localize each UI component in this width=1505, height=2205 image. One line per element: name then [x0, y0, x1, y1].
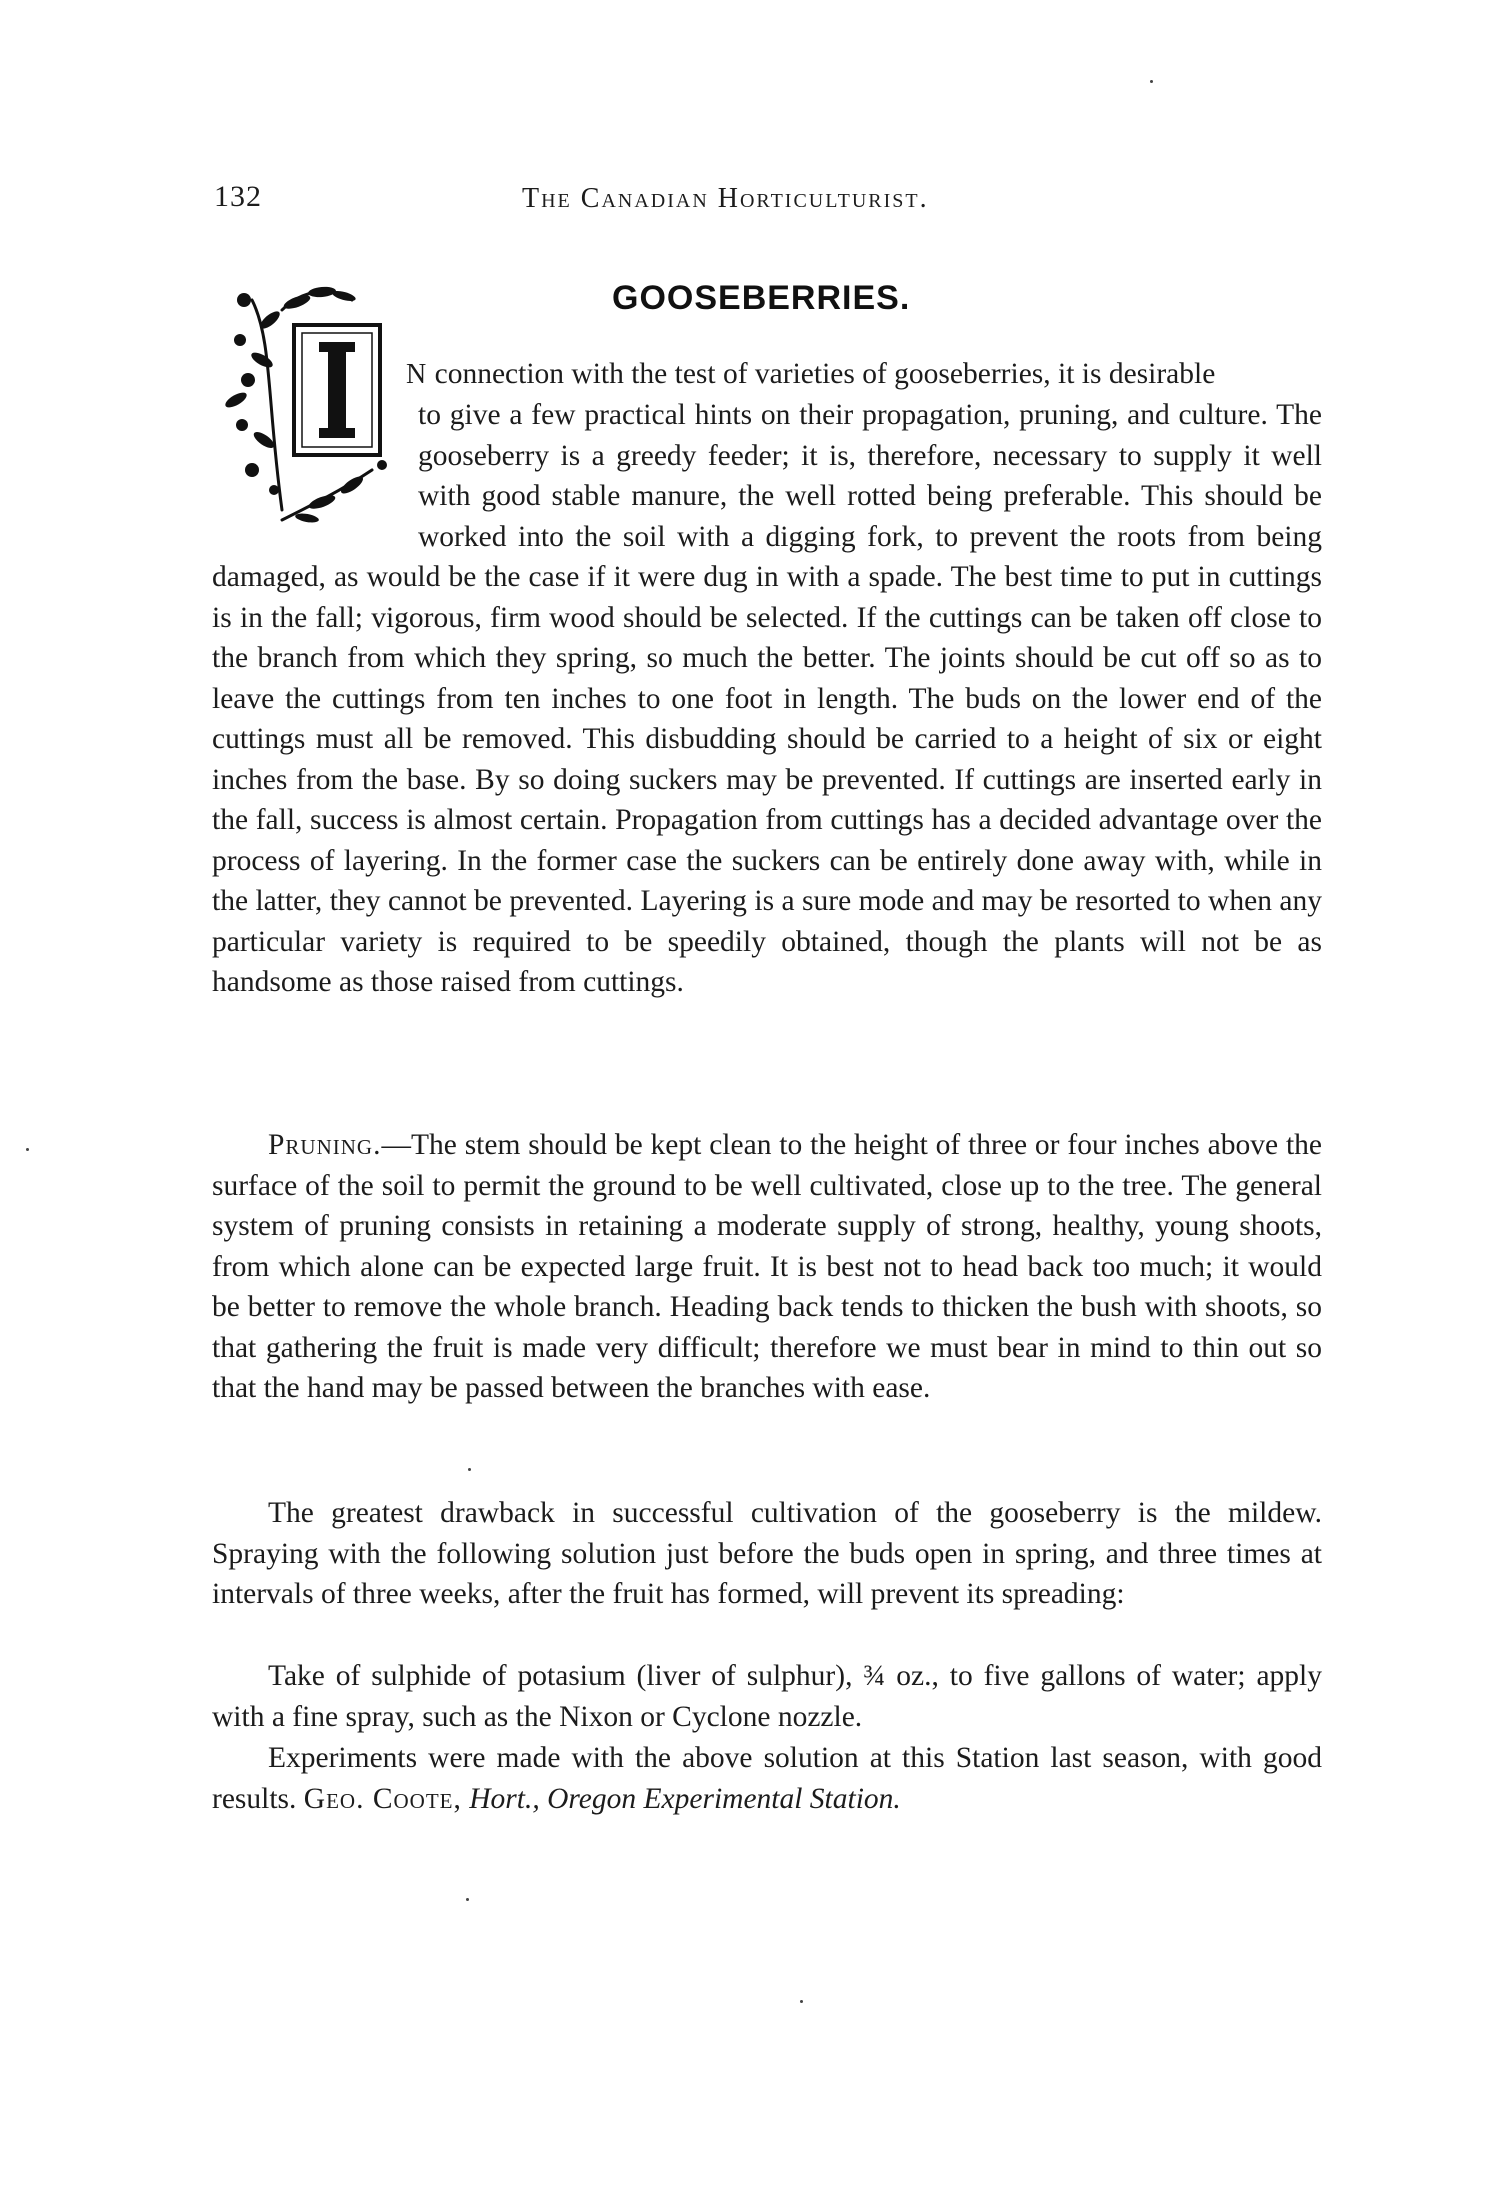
first-line-cap: N — [406, 359, 428, 390]
mildew-paragraph: The greatest drawback in successful cultivation of the gooseberry is the mildew. Spraying with the following solution just before the buds open in spring, and three times at intervals of three weeks, after the fruit has formed, will prevent its spreading: — [212, 1497, 1322, 1610]
intro-paragraph — [212, 395, 1322, 1003]
intro-first-line — [406, 354, 1215, 395]
paper-speck — [1150, 80, 1153, 83]
experiments-paragraph — [212, 1738, 1322, 1819]
running-head — [200, 180, 1350, 220]
recipe-paragraph: Take of sulphide of potasium (liver of sulphur), ¾ oz., to five gallons of water; apply with a fine spray, such as the Nixon or Cyclone nozzle. — [212, 1660, 1322, 1733]
pruning-paragraph — [212, 1125, 1322, 1409]
paper-speck — [800, 2000, 803, 2003]
paper-speck — [26, 1148, 29, 1151]
first-line-text: connection with the test of varieties of gooseberries, it is desirable — [427, 358, 1216, 390]
intro-paragraph-text: to give a few practical hints on their propagation, pruning, and culture. The gooseberry is a greedy feeder; it is, therefore, necessary to supply it well with good stable manure, the well rotted being preferable. This should be worked into the soil with a digging fork, to prevent the roots from being damaged, as would be the case if it were dug in with a spade. The best time to put in cuttings is in the fall; vigorous, firm wood should be selected. If the cuttings can be taken off close to the branch from which they spring, so much the better. The joints should be cut off so as to leave the cuttings from ten inches to one foot in length. The buds on the lower end of the cuttings must all be removed. This disbudding should be carried to a height of six or eight inches from the base. By so doing suckers may be prevented. If cuttings are inserted early in the fall, success is almost certain. Propagation from cuttings has a decided advantage over the process of layering. In the former case the suckers can be entirely done away with, while in the latter, they cannot be prevented. Layering is a sure mode and may be resorted to when any particular variety is required to be speedily obtained, though the plants will not be as handsome as those raised from cuttings. — [212, 399, 1322, 998]
journal-title: The Canadian Horticulturist. — [522, 183, 929, 214]
drop-cap-space — [212, 395, 418, 555]
author-name: Geo. Coote, — [303, 1782, 462, 1815]
paper-speck — [466, 1898, 469, 1901]
experiments-text: Experiments were made with the above solution at this Station last season, with good results. — [212, 1742, 1322, 1815]
paper-speck — [468, 1468, 471, 1471]
pruning-heading: Pruning. — [268, 1129, 382, 1161]
author-affiliation: Hort., Oregon Experimental Station. — [469, 1782, 901, 1815]
page-number: 132 — [214, 180, 262, 213]
pruning-text: —The stem should be kept clean to the height of three or four inches above the surface of the soil to permit the ground to be well cultivated, close up to the tree. The general system of pruning consists in retaining a moderate supply of strong, healthy, young shoots, from which alone can be expected large fruit. It is best not to head back too much; it would be better to remove the whole branch. Heading back tends to thicken the bush with shoots, so that gathering the fruit is made very difficult; therefore we must bear in mind to thin out so that the hand may be passed between the branches with ease. — [212, 1129, 1322, 1404]
article-title: GOOSEBERRIES. — [612, 279, 911, 317]
